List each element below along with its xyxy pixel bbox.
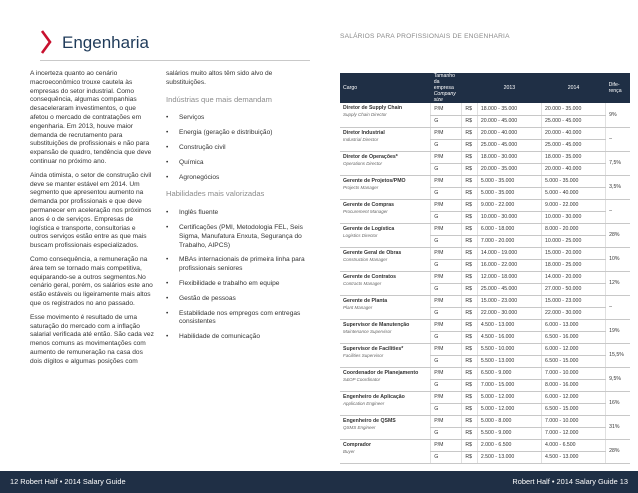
role-name-en: Application Engineer bbox=[343, 400, 385, 406]
header-cargo: Cargo bbox=[340, 73, 431, 103]
currency-cell: R$ bbox=[462, 379, 477, 391]
table-row bbox=[340, 271, 630, 283]
table-row bbox=[340, 127, 630, 139]
salary-2013-cell: 20.000 - 40.000 bbox=[477, 127, 541, 139]
currency-cell: R$ bbox=[462, 403, 477, 415]
difference-cell: 28% bbox=[606, 439, 630, 463]
salary-2013-cell: 7.000 - 20.000 bbox=[477, 235, 541, 247]
salary-2014-cell: 7.000 - 12.000 bbox=[541, 427, 605, 439]
salary-2014-cell: 10.000 - 30.000 bbox=[541, 211, 605, 223]
salary-2014-cell: 20.000 - 40.000 bbox=[541, 127, 605, 139]
role-name-en: S&OP Coordinator bbox=[343, 376, 381, 382]
paragraph: Ainda otimista, o setor de construção civil deve se manter estável em 2014. Um segmento que apresentou aumento na demanda por profissionais e que deve permanecer em aceleração nos próximos anos é o de serviços. Empresas de logística e transporte, consultorias e outros serviços estão entre as que mais buscam profissionais especializados. bbox=[30, 171, 152, 250]
salary-2013-cell: 18.000 - 30.000 bbox=[477, 151, 541, 163]
salary-table bbox=[340, 73, 630, 464]
salary-2014-cell: 4.500 - 13.000 bbox=[541, 451, 605, 463]
difference-cell: – bbox=[606, 199, 630, 223]
role-name: Coordenador de Planejamento bbox=[343, 369, 419, 376]
role-cell bbox=[340, 151, 431, 175]
header-company-size bbox=[431, 73, 462, 103]
difference-cell: – bbox=[606, 295, 630, 319]
role-name: Diretor de Supply Chain bbox=[343, 105, 403, 111]
salary-2014-cell: 15.000 - 20.000 bbox=[541, 247, 605, 259]
currency-cell: R$ bbox=[462, 427, 477, 439]
salary-2014-cell: 9.000 - 22.000 bbox=[541, 199, 605, 211]
salary-2013-cell: 5.000 - 12.000 bbox=[477, 403, 541, 415]
currency-cell: R$ bbox=[462, 415, 477, 427]
salary-2013-cell: 16.000 - 22.000 bbox=[477, 259, 541, 271]
list-item: • Química bbox=[166, 159, 308, 168]
header-difference: Dife-rença bbox=[606, 73, 630, 103]
salary-2014-cell: 14.000 - 20.000 bbox=[541, 271, 605, 283]
salary-2013-cell: 4.500 - 13.000 bbox=[477, 319, 541, 331]
paragraph: Como consequência, a remuneração na área tem se tornado mais competitiva, equiparando-se a outros segmentos.No cenário geral, porém, os salários este ano estão estáveis ou ligeiramente mais altos que os registrados no ano passado. bbox=[30, 255, 153, 307]
salary-2014-cell: 5.000 - 35.000 bbox=[541, 175, 605, 187]
intro-column bbox=[30, 70, 155, 372]
list-item: • Habilidade de comunicação bbox=[166, 333, 308, 342]
list-item: • Serviços bbox=[166, 114, 308, 123]
skills-list bbox=[166, 209, 308, 342]
table-body bbox=[340, 103, 630, 463]
currency-cell: R$ bbox=[462, 199, 477, 211]
salary-2014-cell: 6.000 - 12.000 bbox=[541, 343, 605, 355]
role-cell bbox=[340, 223, 431, 247]
currency-cell: R$ bbox=[462, 127, 477, 139]
currency-cell: R$ bbox=[462, 439, 477, 451]
size-cell: G bbox=[431, 403, 462, 415]
list-item: • Inglês fluente bbox=[166, 209, 308, 218]
size-cell: G bbox=[431, 211, 462, 223]
role-name: Engenheiro de QSMS bbox=[343, 417, 396, 424]
salary-2013-cell: 14.000 - 19.000 bbox=[477, 247, 541, 259]
currency-cell: R$ bbox=[462, 451, 477, 463]
currency-cell: R$ bbox=[462, 367, 477, 379]
salary-2014-cell: 6.000 - 12.000 bbox=[541, 391, 605, 403]
currency-cell: R$ bbox=[462, 103, 477, 115]
difference-cell: 7,5% bbox=[606, 151, 630, 175]
salary-2014-cell: 18.000 - 25.000 bbox=[541, 259, 605, 271]
role-cell bbox=[340, 319, 431, 343]
size-cell: G bbox=[431, 307, 462, 319]
size-cell: P/M bbox=[431, 247, 462, 259]
difference-cell: 12% bbox=[606, 271, 630, 295]
role-name: Gerente de Planta bbox=[343, 297, 388, 304]
salary-2014-cell: 7.000 - 10.000 bbox=[541, 415, 605, 427]
size-cell: P/M bbox=[431, 127, 462, 139]
salary-2013-cell: 2.000 - 6.500 bbox=[477, 439, 541, 451]
footer bbox=[0, 471, 638, 493]
role-name: Diretor de Operações* bbox=[343, 153, 398, 160]
skills-heading: Habilidades mais valorizadas bbox=[166, 189, 265, 199]
size-cell: P/M bbox=[431, 367, 462, 379]
role-name: Engenheiro de Aplicação bbox=[343, 393, 405, 400]
salary-2013-cell: 18.000 - 35.000 bbox=[477, 103, 541, 115]
role-name-en: Industrial Director bbox=[343, 136, 379, 142]
size-cell: G bbox=[431, 235, 462, 247]
footer-right: Robert Half • 2014 Salary Guide 13 bbox=[512, 477, 628, 486]
currency-cell: R$ bbox=[462, 235, 477, 247]
list-item: • Flexibilidade e trabalho em equipe bbox=[166, 280, 308, 289]
table-row bbox=[340, 295, 630, 307]
header-size-en: Company size bbox=[433, 91, 456, 103]
currency-cell: R$ bbox=[462, 283, 477, 295]
role-cell bbox=[340, 391, 431, 415]
salary-2013-cell: 5.500 - 9.000 bbox=[477, 427, 541, 439]
role-name-en: Contracts Manager bbox=[343, 280, 382, 286]
role-name-en: Plant Manager bbox=[343, 304, 373, 310]
role-cell bbox=[340, 199, 431, 223]
salary-2013-cell: 9.000 - 22.000 bbox=[477, 199, 541, 211]
salary-2013-cell: 6.000 - 18.000 bbox=[477, 223, 541, 235]
role-cell bbox=[340, 271, 431, 295]
role-cell bbox=[340, 127, 431, 151]
difference-cell: 15,5% bbox=[606, 343, 630, 367]
table-row bbox=[340, 319, 630, 331]
salary-2014-cell: 15.000 - 23.000 bbox=[541, 295, 605, 307]
size-cell: P/M bbox=[431, 199, 462, 211]
paragraph: Esse movimento é resultado de uma saturação do mercado com a inflação salarial verificada até então. São cada vez menos comuns as movimentações com aumento de remuneração na casa dos dois dígitos e algumas posições com bbox=[30, 313, 154, 365]
salary-2013-cell: 5.000 - 8.000 bbox=[477, 415, 541, 427]
size-cell: G bbox=[431, 379, 462, 391]
salary-2014-cell: 6.500 - 15.000 bbox=[541, 403, 605, 415]
size-cell: P/M bbox=[431, 319, 462, 331]
list-item: • Agronegócios bbox=[166, 174, 308, 183]
role-name-en: Operations Director bbox=[343, 160, 383, 166]
salary-2014-cell: 6.500 - 15.000 bbox=[541, 355, 605, 367]
salary-2014-cell: 8.000 - 20.000 bbox=[541, 223, 605, 235]
role-name: Diretor Industrial bbox=[343, 129, 385, 136]
role-name-en: Procurement Manager bbox=[343, 208, 388, 214]
size-cell: G bbox=[431, 427, 462, 439]
salary-2014-cell: 20.000 - 35.000 bbox=[541, 103, 605, 115]
list-item: • Construção civil bbox=[166, 144, 308, 153]
role-name-en: Maintenance Supervisor bbox=[343, 328, 392, 334]
role-cell bbox=[340, 295, 431, 319]
table-row bbox=[340, 151, 630, 163]
header-2013: 2013 bbox=[477, 73, 541, 103]
currency-cell: R$ bbox=[462, 307, 477, 319]
role-name: Supervisor de Manutenção bbox=[343, 321, 410, 328]
table-header-row bbox=[340, 73, 630, 103]
page-title: Engenharia bbox=[62, 33, 149, 52]
currency-cell: R$ bbox=[462, 259, 477, 271]
table-row bbox=[340, 343, 630, 355]
salary-2013-cell: 25.000 - 45.000 bbox=[477, 283, 541, 295]
salary-2013-cell: 5.000 - 35.000 bbox=[477, 175, 541, 187]
table-row bbox=[340, 367, 630, 379]
list-item: • Gestão de pessoas bbox=[166, 295, 308, 304]
chevron-right-icon bbox=[40, 30, 52, 54]
salary-2014-cell: 25.000 - 45.000 bbox=[541, 115, 605, 127]
currency-cell: R$ bbox=[462, 355, 477, 367]
salary-2013-cell: 22.000 - 30.000 bbox=[477, 307, 541, 319]
table-row bbox=[340, 415, 630, 427]
salary-2014-cell: 8.000 - 16.000 bbox=[541, 379, 605, 391]
salary-2013-cell: 7.000 - 15.000 bbox=[477, 379, 541, 391]
role-name-en: Supply Chain Director bbox=[343, 112, 387, 117]
salary-2014-cell: 5.000 - 40.000 bbox=[541, 187, 605, 199]
table-row bbox=[340, 223, 630, 235]
salary-2013-cell: 5.000 - 35.000 bbox=[477, 187, 541, 199]
currency-cell: R$ bbox=[462, 163, 477, 175]
currency-cell: R$ bbox=[462, 151, 477, 163]
role-cell bbox=[340, 367, 431, 391]
header-size-label: Tamanho da empresa bbox=[433, 73, 456, 91]
currency-cell: R$ bbox=[462, 331, 477, 343]
currency-cell: R$ bbox=[462, 139, 477, 151]
size-cell: G bbox=[431, 187, 462, 199]
role-cell bbox=[340, 103, 431, 127]
title-divider bbox=[40, 60, 310, 61]
role-name-en: QSMS Engineer bbox=[343, 424, 376, 430]
salary-2014-cell: 18.000 - 35.000 bbox=[541, 151, 605, 163]
salary-2014-cell: 6.500 - 16.000 bbox=[541, 331, 605, 343]
currency-cell: R$ bbox=[462, 223, 477, 235]
role-name-en: Facilities Supervisor bbox=[343, 352, 384, 358]
salary-2013-cell: 15.000 - 23.000 bbox=[477, 295, 541, 307]
salary-2013-cell: 4.500 - 16.000 bbox=[477, 331, 541, 343]
salary-2013-cell: 2.500 - 13.000 bbox=[477, 451, 541, 463]
table-row bbox=[340, 247, 630, 259]
table-row bbox=[340, 199, 630, 211]
salary-2013-cell: 5.500 - 13.000 bbox=[477, 355, 541, 367]
role-name: Gerente de Logística bbox=[343, 225, 395, 232]
role-name: Gerente de Contratos bbox=[343, 273, 397, 280]
size-cell: P/M bbox=[431, 223, 462, 235]
salary-2014-cell: 10.000 - 25.000 bbox=[541, 235, 605, 247]
currency-cell: R$ bbox=[462, 115, 477, 127]
salary-2013-cell: 12.000 - 18.000 bbox=[477, 271, 541, 283]
difference-cell: 28% bbox=[606, 223, 630, 247]
role-name: Gerente Geral de Obras bbox=[343, 249, 402, 256]
salary-2014-cell: 22.000 - 30.000 bbox=[541, 307, 605, 319]
table-row bbox=[340, 103, 630, 115]
salary-2014-cell: 25.000 - 45.000 bbox=[541, 139, 605, 151]
salary-2014-cell: 7.000 - 10.000 bbox=[541, 367, 605, 379]
table-row bbox=[340, 175, 630, 187]
salary-2013-cell: 5.500 - 10.000 bbox=[477, 343, 541, 355]
table-row bbox=[340, 391, 630, 403]
list-item: • MBAs internacionais de primeira linha para profissionais seniores bbox=[166, 256, 308, 274]
size-cell: P/M bbox=[431, 391, 462, 403]
table-row bbox=[340, 439, 630, 451]
size-cell: G bbox=[431, 331, 462, 343]
currency-cell: R$ bbox=[462, 271, 477, 283]
salary-2013-cell: 5.000 - 12.000 bbox=[477, 391, 541, 403]
footer-left: 12 Robert Half • 2014 Salary Guide bbox=[10, 477, 126, 486]
size-cell: G bbox=[431, 451, 462, 463]
salary-2014-cell: 6.000 - 13.000 bbox=[541, 319, 605, 331]
difference-cell: 16% bbox=[606, 391, 630, 415]
size-cell: G bbox=[431, 283, 462, 295]
difference-cell: 19% bbox=[606, 319, 630, 343]
role-cell bbox=[340, 415, 431, 439]
role-cell bbox=[340, 247, 431, 271]
currency-cell: R$ bbox=[462, 391, 477, 403]
role-name: Supervisor de Facilities* bbox=[343, 345, 404, 352]
list-item: • Certificações (PMI, Metodologia FEL, Seis Sigma, Manufatura Enxuta, Segurança do Trabalho, AIPCS) bbox=[166, 224, 308, 250]
difference-cell: 31% bbox=[606, 415, 630, 439]
size-cell: G bbox=[431, 115, 462, 127]
size-cell: P/M bbox=[431, 415, 462, 427]
salary-2014-cell: 4.000 - 6.500 bbox=[541, 439, 605, 451]
salary-2014-cell: 27.000 - 50.000 bbox=[541, 283, 605, 295]
role-name: Gerente de Projetos/PMO bbox=[343, 177, 406, 184]
difference-cell: 9% bbox=[606, 103, 630, 127]
salary-2013-cell: 25.000 - 45.000 bbox=[477, 139, 541, 151]
currency-cell: R$ bbox=[462, 211, 477, 223]
header-currency bbox=[462, 73, 477, 103]
list-item: • Energia (geração e distribuição) bbox=[166, 129, 308, 138]
role-name: Comprador bbox=[343, 441, 371, 448]
difference-cell: – bbox=[606, 127, 630, 151]
size-cell: G bbox=[431, 259, 462, 271]
role-name-en: Buyer bbox=[343, 448, 355, 454]
size-cell: P/M bbox=[431, 151, 462, 163]
role-cell bbox=[340, 439, 431, 463]
role-name: Gerente de Compras bbox=[343, 201, 395, 208]
currency-cell: R$ bbox=[462, 175, 477, 187]
size-cell: G bbox=[431, 355, 462, 367]
size-cell: G bbox=[431, 163, 462, 175]
salary-2013-cell: 20.000 - 35.000 bbox=[477, 163, 541, 175]
currency-cell: R$ bbox=[462, 247, 477, 259]
currency-cell: R$ bbox=[462, 295, 477, 307]
size-cell: P/M bbox=[431, 343, 462, 355]
difference-cell: 9,5% bbox=[606, 367, 630, 391]
difference-cell: 3,5% bbox=[606, 175, 630, 199]
salary-2013-cell: 10.000 - 30.000 bbox=[477, 211, 541, 223]
header-2014: 2014 bbox=[541, 73, 605, 103]
role-cell bbox=[340, 175, 431, 199]
industries-heading: Indústrias que mais demandam bbox=[166, 94, 272, 104]
size-cell: P/M bbox=[431, 295, 462, 307]
industries-list bbox=[166, 114, 308, 182]
list-item: • Estabilidade nos empregos com entregas consistentes bbox=[166, 310, 308, 328]
role-cell bbox=[340, 343, 431, 367]
table-title: SALÁRIOS PARA PROFISSIONAIS DE ENGENHARIA bbox=[340, 33, 510, 40]
salary-2013-cell: 20.000 - 45.000 bbox=[477, 115, 541, 127]
size-cell: P/M bbox=[431, 175, 462, 187]
size-cell: P/M bbox=[431, 103, 462, 115]
salary-2014-cell: 20.000 - 40.000 bbox=[541, 163, 605, 175]
role-name-en: Logistics Director bbox=[343, 232, 378, 238]
currency-cell: R$ bbox=[462, 343, 477, 355]
currency-cell: R$ bbox=[462, 319, 477, 331]
paragraph: A incerteza quanto ao cenário macroeconômico trouxe cautela às empresas do setor industrial. Como consequência, algumas companhias desaceleraram investimentos, o que afetou o mercado de contratações em engenharia. Em 2013, houve maior demanda de recrutamento para substituições de profissionais e não para expansão de quadro, tendência que deve continuar no próximo ano. bbox=[30, 70, 152, 165]
role-name-en: Construction Manager bbox=[343, 256, 388, 262]
second-column bbox=[166, 70, 308, 348]
size-cell: G bbox=[431, 139, 462, 151]
role-name-en: Projects Manager bbox=[343, 184, 379, 190]
difference-cell: 10% bbox=[606, 247, 630, 271]
size-cell: P/M bbox=[431, 271, 462, 283]
paragraph: salários muito altos têm sido alvo de substituições. bbox=[166, 70, 273, 86]
size-cell: P/M bbox=[431, 439, 462, 451]
salary-2013-cell: 6.500 - 9.000 bbox=[477, 367, 541, 379]
currency-cell: R$ bbox=[462, 187, 477, 199]
